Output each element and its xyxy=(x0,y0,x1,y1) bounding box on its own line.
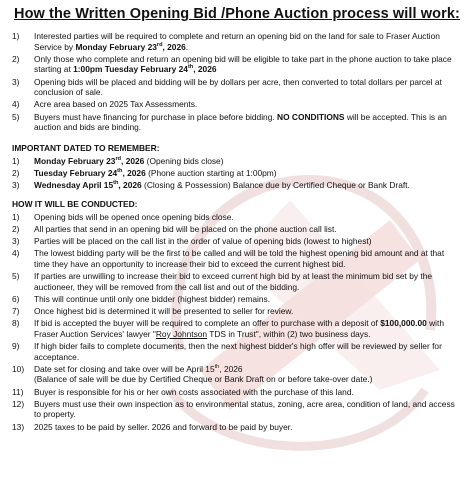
conducted-step-item xyxy=(12,387,462,398)
item-text: If bid is accepted the buyer will be required to complete an offer to purchase with a deposit of $100,000.00 with Fraser Auction Services' lawyer "Roy Johntson TDS in Trust", within (2) two business days. xyxy=(34,318,445,339)
important-dates-list xyxy=(12,156,462,191)
item-number: 4) xyxy=(12,99,20,110)
item-text: Once highest bid is determined it will be presented to seller for review. xyxy=(34,306,294,316)
intro-item xyxy=(12,54,462,75)
conducted-heading: HOW IT WILL BE CONDUCTED: xyxy=(12,198,138,209)
item-number: 2) xyxy=(12,223,20,234)
important-dates-section xyxy=(12,143,462,191)
item-number: 2) xyxy=(12,53,20,64)
item-number: 6) xyxy=(12,293,20,304)
conducted-step-item xyxy=(12,399,462,420)
item-number: 2) xyxy=(12,167,20,178)
intro-list xyxy=(12,31,462,133)
item-number: 11) xyxy=(12,386,24,397)
item-number: 5) xyxy=(12,271,20,282)
page-title: How the Written Opening Bid /Phone Auction process will work: xyxy=(14,6,460,22)
item-number: 8) xyxy=(12,318,20,329)
item-text: If parties are unwilling to increase their bid to exceed current high bid by at least the minimum bid set by the auctioneer, they will be removed from the call list and out of the bidding. xyxy=(34,271,433,292)
item-text: Acre area based on 2025 Tax Assessments. xyxy=(34,99,198,110)
intro-item xyxy=(12,31,462,52)
item-text: Wednesday April 15th, 2026 (Closing & Possession) Balance due by Certified Cheque or Bank Draft. xyxy=(34,180,410,191)
item-number: 13) xyxy=(12,421,25,432)
conducted-list xyxy=(12,212,462,432)
item-text: This will continue until only one bidder (highest bidder) remains. xyxy=(34,293,271,304)
item-text: Date set for closing and take over will be April 15th, 2026 (Balance of sale will be due by Certified Cheque or Bank Draft on or before take-over date.) xyxy=(34,363,373,385)
intro-item xyxy=(12,77,462,98)
item-text: Parties will be placed on the call list in the order of value of opening bids (lowest to highest) xyxy=(34,236,372,247)
conducted-step-item xyxy=(12,422,462,433)
conducted-step-item xyxy=(12,318,462,339)
important-dates-heading: IMPORTANT DATED TO REMEMBER: xyxy=(12,142,160,153)
item-text: 2025 taxes to be paid by seller. 2026 and forward to be paid by buyer. xyxy=(34,421,293,432)
item-number: 1) xyxy=(12,31,20,41)
item-text: Tuesday February 24th, 2026 (Phone auction starting at 1:00pm) xyxy=(34,167,277,178)
item-number: 1) xyxy=(12,211,20,222)
item-number: 7) xyxy=(12,306,20,316)
conducted-step-item xyxy=(12,224,462,235)
item-text: The lowest bidding party will be the first to be called and will be told the highest opening bid amount and at that time they have an opportunity to increase their bid to exceed the current highest bid. xyxy=(34,248,445,269)
item-number: 3) xyxy=(12,236,20,247)
conducted-step-item xyxy=(12,236,462,247)
item-number: 3) xyxy=(12,180,20,191)
item-text: Buyers must have financing for purchase in place before bidding. NO CONDITIONS will be accepted. This is an auction and bids are binding. xyxy=(34,111,447,133)
conducted-step-item xyxy=(12,341,462,362)
conducted-step-item xyxy=(12,271,462,292)
conducted-step-item xyxy=(12,306,462,317)
item-text: Monday February 23rd, 2026 (Opening bids close) xyxy=(34,155,224,166)
item-text: Only those who complete and return an opening bid will be eligible to take part in the phone auction to take place starting at 1:00pm Tuesday February 24th, 2026 xyxy=(34,53,452,75)
item-number: 9) xyxy=(12,340,20,351)
item-number: 4) xyxy=(12,248,20,259)
conducted-section xyxy=(12,199,462,432)
item-number: 1) xyxy=(12,155,20,166)
item-text: If high bider fails to complete documents, then the next highest bidder's high offer will be reviewed by seller for acceptance. xyxy=(34,340,442,362)
item-number: 10) xyxy=(12,363,25,374)
important-date-item xyxy=(12,156,462,167)
important-date-item xyxy=(12,180,462,191)
item-text: Interested parties will be required to complete and return an opening bid on the land for sale to Fraser Auction Service by Monday February 23rd, 2026. xyxy=(34,31,440,52)
item-text: Buyers must use their own inspection as to environmental status, zoning, acre area, condition of land, and access to property. xyxy=(34,398,455,420)
item-text: Opening bids will be placed and bidding will be by dollars per acre, then converted to total dollars per parcel at conclusion of sale. xyxy=(34,76,442,98)
item-text: Opening bids will be opened once opening bids close. xyxy=(34,211,234,222)
conducted-step-item xyxy=(12,294,462,305)
conducted-step-item xyxy=(12,212,462,223)
item-number: 12) xyxy=(12,398,25,409)
item-text: All parties that send in an opening bid will be placed on the phone auction call list. xyxy=(34,223,337,234)
conducted-step-item xyxy=(12,248,462,269)
intro-item xyxy=(12,112,462,133)
intro-item xyxy=(12,99,462,110)
important-date-item xyxy=(12,168,462,179)
conducted-step-item xyxy=(12,364,462,385)
item-number: 3) xyxy=(12,76,20,87)
item-text: Buyer is responsible for his or her own costs associated with the purchase of this land. xyxy=(34,386,354,397)
item-number: 5) xyxy=(12,111,20,122)
